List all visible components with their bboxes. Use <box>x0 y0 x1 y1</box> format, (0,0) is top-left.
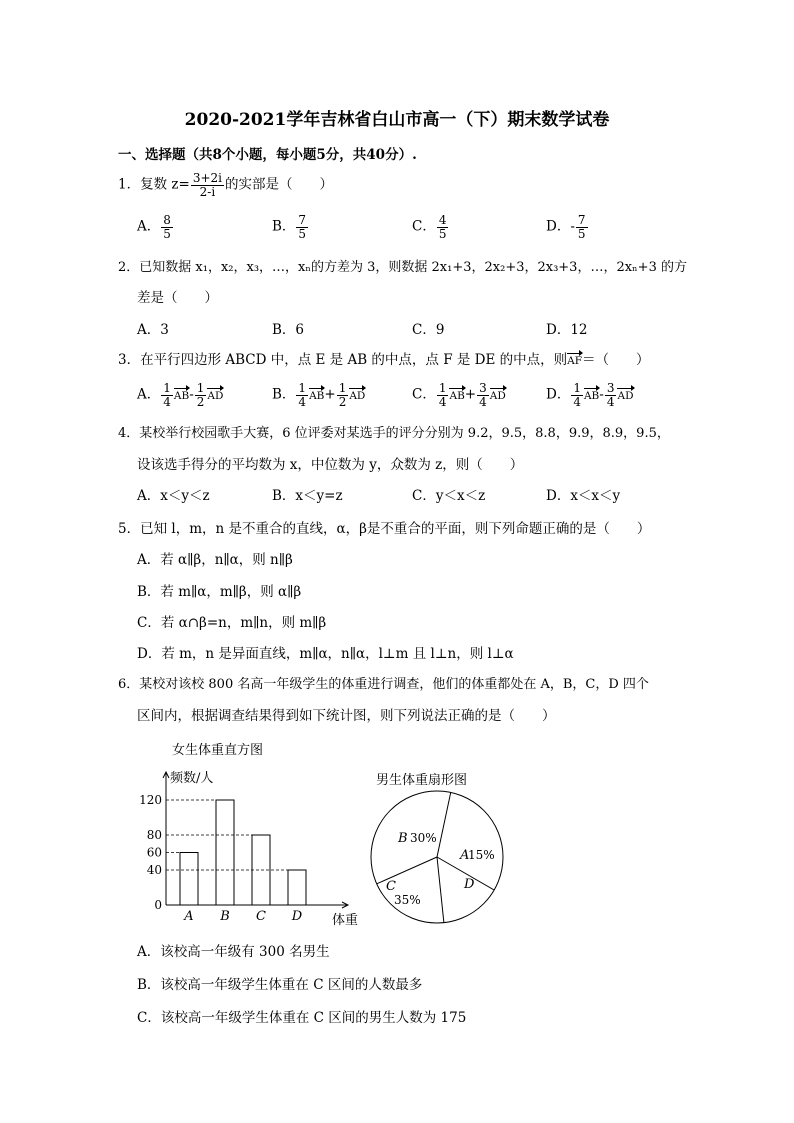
section-heading: 一、选择题（共8个小题，每小题5分，共40分）. <box>118 147 417 163</box>
pie-chart-title: 男生体重扇形图 <box>376 773 468 788</box>
q3-option-a[interactable]: A． $\frac{1}{4}$ AB- $\frac{1}{2}$ AD <box>137 381 224 409</box>
q4-option-c[interactable]: C．y＜x＜z <box>412 488 486 504</box>
q2-line1: 2．已知数据 x₁，x₂，x₃，…，xₙ的方差为 3，则数据 2x₁+3，2x₂+3，2x₃+3，…，2xₙ+3 的方 <box>118 260 687 275</box>
bar-category-label: A <box>184 909 194 924</box>
pie-slice-label-C: C <box>386 879 396 894</box>
q4-option-b[interactable]: B．x＜y=z <box>272 488 343 504</box>
pie-slice-boundary <box>437 792 451 857</box>
q6-line1: 6．某校对该校 800 名高一年级学生的体重进行调查，他们的体重都处在 A，B，C，D 四个 <box>118 677 649 692</box>
q2-option-b[interactable]: B．6 <box>272 322 305 338</box>
q4-line1: 4．某校举行校园歌手大赛，6 位评委对某选手的评分分别为 9.2，9.5，8.8，9.9，8.9，9.5， <box>118 426 670 441</box>
q5-option-b[interactable]: B．若 m∥α，m∥β，则 α∥β <box>137 584 302 600</box>
female-weight-histogram <box>130 738 370 933</box>
q1-fraction: $\frac{3+2i}{2-i}$ <box>192 171 222 199</box>
q1-pre: 1．复数 z= <box>118 176 190 193</box>
q6-option-b[interactable]: B．该校高一年级学生体重在 C 区间的人数最多 <box>137 977 423 993</box>
pie-slice-boundary <box>437 857 444 923</box>
bar-chart-title: 女生体重直方图 <box>172 743 264 758</box>
q6-line2: 区间内，根据调查结果得到如下统计图，则下列说法正确的是（ ） <box>137 708 556 724</box>
question-1 <box>118 172 333 198</box>
q1-option-b[interactable]: B． $\frac{7}{5}$ <box>272 213 307 241</box>
pie-slice-value-C: 35% <box>394 893 421 907</box>
q6-option-c[interactable]: C．该校高一年级学生体重在 C 区间的男生人数为 175 <box>137 1010 467 1026</box>
q5-option-d[interactable]: D．若 m，n 是异面直线，m∥α，n∥α，l⊥m 且 l⊥n，则 l⊥α <box>137 646 514 662</box>
pie-slice-value-B: 30% <box>410 831 437 845</box>
bar-B <box>216 800 234 905</box>
pie-slice-label-A: A <box>460 848 470 863</box>
bar-A <box>180 853 198 906</box>
q3-option-b[interactable]: B． $\frac{1}{4}$ AB+ $\frac{1}{2}$ AD <box>272 381 366 409</box>
q2-line2: 差是（ ） <box>137 290 218 306</box>
page-title: 2020-2021学年吉林省白山市高一（下）期末数学试卷 <box>184 110 610 130</box>
bar-y-tick-label: 120 <box>139 793 162 807</box>
bar-category-label: D <box>291 909 303 924</box>
bar-chart-ylabel: 频数/人 <box>170 771 214 786</box>
bar-chart-xlabel: 体重 <box>332 913 359 928</box>
q5-option-a[interactable]: A．若 α∥β，n∥α，则 n∥β <box>137 552 293 568</box>
q2-option-d[interactable]: D．12 <box>546 322 588 338</box>
male-weight-pie-chart <box>360 764 530 924</box>
q4-line2: 设该选手得分的平均数为 x，中位数为 y，众数为 z，则（ ） <box>137 457 524 473</box>
q3-option-c[interactable]: C． $\frac{1}{4}$ AB+ $\frac{3}{4}$ AD <box>412 381 506 409</box>
q2-option-c[interactable]: C．9 <box>412 322 445 338</box>
q1-option-d[interactable]: D．- $\frac{7}{5}$ <box>546 213 586 241</box>
q2-option-a[interactable]: A．3 <box>137 322 169 338</box>
bar-D <box>288 870 306 905</box>
q1-post: 的实部是（ ） <box>224 176 333 193</box>
q1-option-c[interactable]: C． $\frac{4}{5}$ <box>412 213 447 241</box>
bar-category-label: B <box>220 909 230 924</box>
bar-category-label: C <box>256 909 266 924</box>
q5-option-c[interactable]: C．若 α∩β=n，m∥n，则 m∥β <box>137 615 327 631</box>
pie-slice-value-A: 15% <box>468 848 495 862</box>
pie-slice-label-D: D <box>464 877 475 892</box>
q3-pre: 3．在平行四边形 ABCD 中，点 E 是 AB 的中点，点 F 是 DE 的中点，则 <box>118 352 568 368</box>
q6-option-a[interactable]: A．该校高一年级有 300 名男生 <box>137 944 330 960</box>
q4-option-d[interactable]: D．x＜x＜y <box>546 488 621 504</box>
q3-option-d[interactable]: D． $\frac{1}{4}$ AB- $\frac{3}{4}$ AD <box>546 381 634 409</box>
bar-y-tick-label: 60 <box>146 845 162 860</box>
question-3 <box>118 352 650 369</box>
bar-y-tick-label: 40 <box>146 863 162 877</box>
q3-vector-af: AF <box>567 352 582 368</box>
q4-option-a[interactable]: A．x＜y＜z <box>137 488 210 504</box>
pie-slice-label-B: B <box>398 831 408 846</box>
q3-post: ＝（ ） <box>582 352 650 368</box>
q1-option-a[interactable]: A． $\frac{8}{5}$ <box>137 213 171 241</box>
bar-y-tick-label: 0 <box>154 898 162 912</box>
q5-stem: 5．已知 l，m，n 是不重合的直线，α，β是不重合的平面，则下列命题正确的是（ ） <box>118 521 651 537</box>
bar-y-tick-label: 80 <box>146 828 162 842</box>
